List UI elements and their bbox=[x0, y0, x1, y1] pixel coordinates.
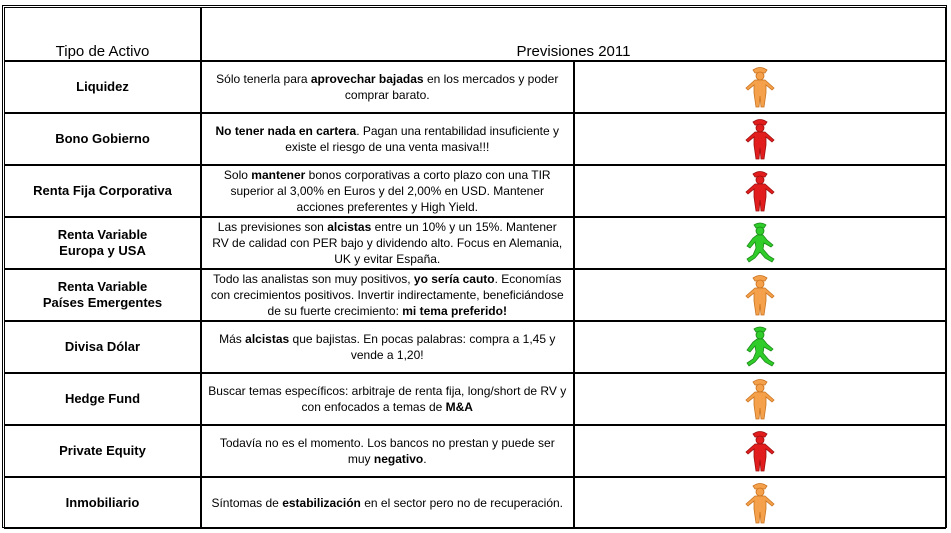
forecast-text-bold: negativo bbox=[373, 452, 424, 466]
asset-type-label: Hedge Fund bbox=[64, 391, 141, 406]
standing-man-orange-icon bbox=[742, 274, 778, 316]
asset-type-cell bbox=[4, 321, 201, 373]
walking-man-icon bbox=[742, 222, 778, 264]
standing-man-red-icon bbox=[742, 430, 778, 472]
table-header-row bbox=[4, 7, 946, 61]
signal-cell bbox=[574, 269, 947, 321]
forecast-text-cell bbox=[201, 425, 574, 477]
forecast-text-bold: aprovechar bajadas bbox=[310, 72, 424, 86]
signal-cell bbox=[574, 165, 947, 217]
forecast-text-cell bbox=[201, 217, 574, 269]
forecast-text-cell bbox=[201, 269, 574, 321]
standing-man-orange-icon bbox=[742, 378, 778, 420]
forecast-text-cell bbox=[201, 321, 574, 373]
forecast-text: Sólo tenerla para bbox=[216, 72, 311, 86]
asset-type-cell bbox=[4, 425, 201, 477]
table-row bbox=[4, 321, 946, 373]
forecast-text: . Economías con crecimientos positivos. Invertir indirectamente, beneficiándose de su fuerte crecimiento: bbox=[210, 272, 564, 318]
table-row bbox=[4, 217, 946, 269]
asset-type-label: Liquidez bbox=[76, 79, 129, 94]
header-forecast: Previsiones 2011 bbox=[201, 7, 946, 61]
forecast-text: entre un 10% y un 15%. Mantener RV de calidad con PER bajo y dividendo alto. Focus en Alemania, UK y evitar España. bbox=[212, 220, 563, 266]
asset-type-label: Europa y USA bbox=[59, 243, 146, 258]
asset-type-cell bbox=[4, 217, 201, 269]
forecast-text-bold: yo sería cauto bbox=[413, 272, 495, 286]
forecast-text-bold: M&A bbox=[445, 400, 473, 414]
table-row bbox=[4, 425, 946, 477]
forecast-text: en el sector pero no de recuperación. bbox=[360, 496, 564, 510]
forecast-text-bold: estabilización bbox=[282, 496, 361, 510]
forecast-text: Todo las analistas son muy positivos, bbox=[213, 272, 414, 286]
walking-man-icon bbox=[742, 326, 778, 368]
asset-type-label: Divisa Dólar bbox=[64, 339, 141, 354]
asset-type-label: Bono Gobierno bbox=[55, 131, 150, 146]
forecast-text-bold: alcistas bbox=[327, 220, 372, 234]
signal-cell bbox=[574, 477, 947, 529]
signal-cell bbox=[574, 425, 947, 477]
standing-man-orange-icon bbox=[742, 482, 778, 524]
table-row bbox=[4, 373, 946, 425]
asset-type-cell bbox=[4, 165, 201, 217]
standing-man-red-icon bbox=[742, 170, 778, 212]
table-row bbox=[4, 269, 946, 321]
forecast-text: Buscar temas específicos: arbitraje de renta fija, long/short de RV y con enfocados a temas de bbox=[208, 384, 567, 414]
signal-cell bbox=[574, 321, 947, 373]
asset-type-label: Renta Fija Corporativa bbox=[33, 183, 172, 198]
header-asset-type: Tipo de Activo bbox=[4, 7, 201, 61]
forecast-text-bold: No tener nada en cartera bbox=[215, 124, 357, 138]
forecast-text: Las previsiones son bbox=[217, 220, 328, 234]
forecast-text-cell bbox=[201, 61, 574, 113]
asset-type-label: Renta Variable bbox=[57, 279, 148, 294]
forecast-text: que bajistas. En pocas palabras: compra a 1,45 y vende a 1,20! bbox=[289, 332, 556, 362]
asset-type-label: Países Emergentes bbox=[42, 295, 163, 310]
standing-man-red-icon bbox=[742, 118, 778, 160]
asset-type-label: Private Equity bbox=[59, 443, 146, 458]
forecast-text: . Pagan una rentabilidad insuficiente y existe el riesgo de una venta masiva!!! bbox=[285, 124, 560, 154]
asset-type-label: Renta Variable bbox=[57, 227, 148, 242]
forecast-text-bold: mantener bbox=[251, 168, 306, 182]
forecast-text: . bbox=[423, 452, 427, 466]
forecast-text: Más bbox=[219, 332, 246, 346]
forecast-text: Síntomas de bbox=[211, 496, 283, 510]
table-row bbox=[4, 165, 946, 217]
asset-type-cell bbox=[4, 113, 201, 165]
signal-cell bbox=[574, 373, 947, 425]
table-row bbox=[4, 61, 946, 113]
forecast-text: Solo bbox=[223, 168, 252, 182]
asset-type-cell bbox=[4, 61, 201, 113]
signal-cell bbox=[574, 113, 947, 165]
forecast-text: Todavía no es el momento. Los bancos no prestan y puede ser muy bbox=[219, 436, 555, 466]
forecast-text-cell bbox=[201, 113, 574, 165]
signal-cell bbox=[574, 217, 947, 269]
signal-cell bbox=[574, 61, 947, 113]
asset-type-cell bbox=[4, 373, 201, 425]
forecast-text-cell bbox=[201, 477, 574, 529]
forecast-table bbox=[4, 7, 946, 529]
forecast-text-bold: alcistas bbox=[245, 332, 290, 346]
forecast-text: bonos corporativas a corto plazo con una TIR superior al 3,00% en Euros y del 2,00% en USD. Mantener acciones preferentes y High Yield. bbox=[230, 168, 551, 214]
asset-type-label: Inmobiliario bbox=[65, 495, 140, 510]
forecast-text-bold: mi tema preferido! bbox=[402, 304, 507, 318]
forecast-text-cell bbox=[201, 165, 574, 217]
asset-type-cell bbox=[4, 477, 201, 529]
asset-type-cell bbox=[4, 269, 201, 321]
table-row bbox=[4, 113, 946, 165]
forecast-text-cell bbox=[201, 373, 574, 425]
standing-man-orange-icon bbox=[742, 66, 778, 108]
table-row bbox=[4, 477, 946, 529]
forecast-text: en los mercados y poder comprar barato. bbox=[344, 72, 559, 102]
